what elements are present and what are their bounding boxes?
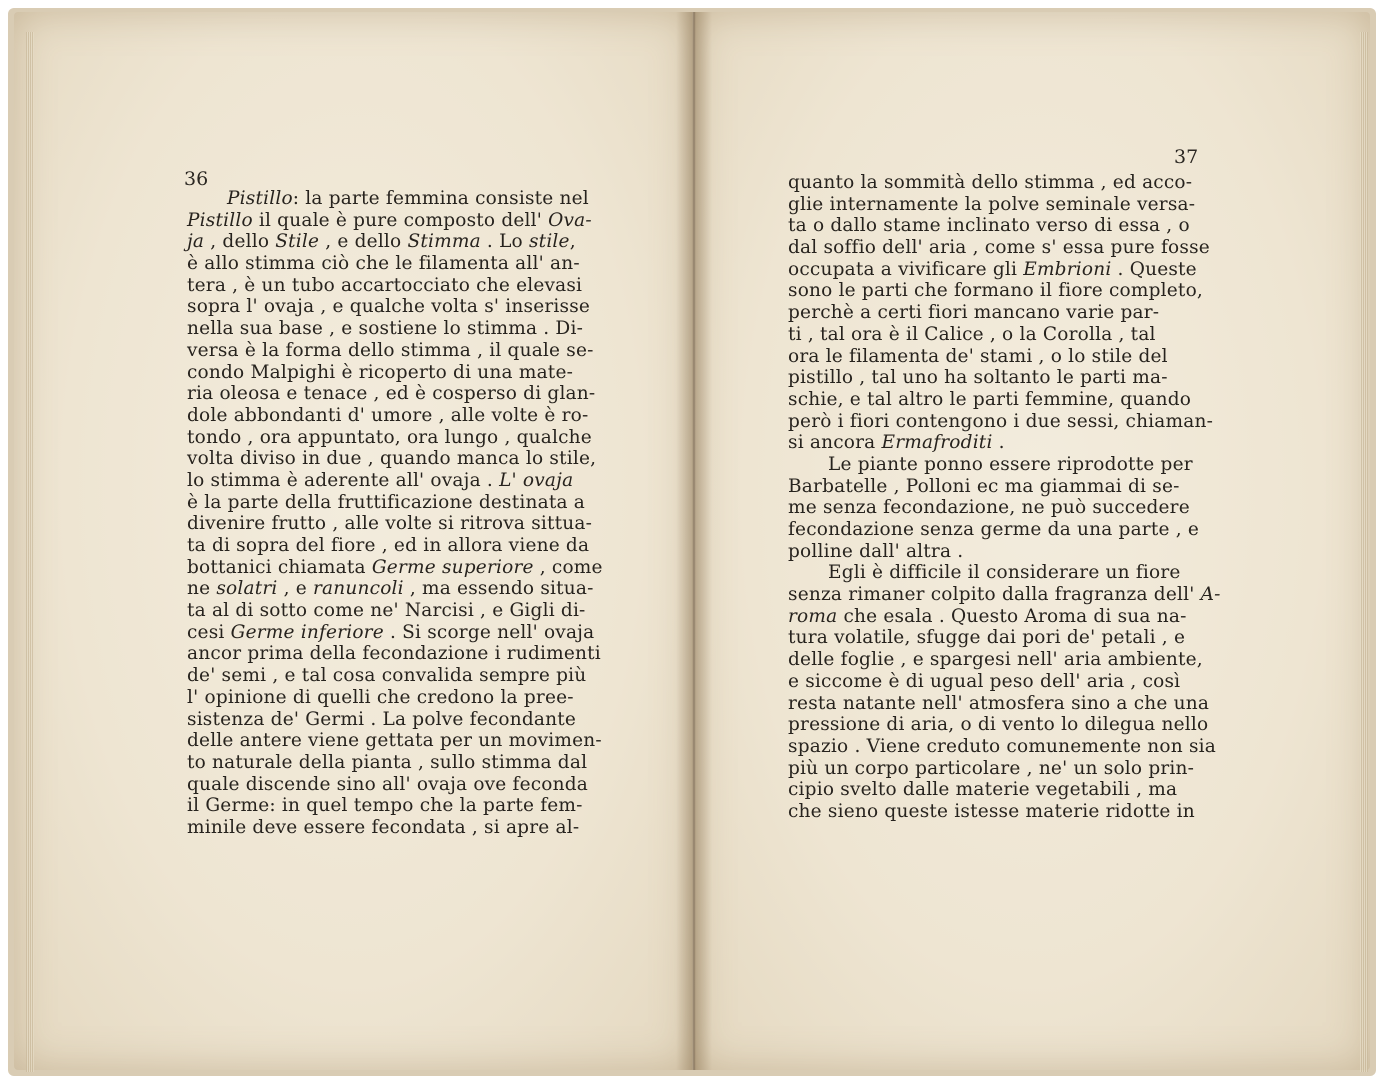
text-line [788, 411, 1216, 433]
text-segment: ta o dallo stame inclinato verso di essa , o [788, 215, 1190, 237]
text-segment: tura volatile, sfugge dai pori de' petali , e [788, 627, 1186, 649]
text-segment: Le piante ponno essere riprodotte per [828, 453, 1193, 475]
text-line [187, 296, 612, 318]
text-segment: spazio . Viene creduto comunemente non sia [788, 735, 1216, 757]
text-segment: pistillo , tal uno ha soltanto le parti ma- [788, 367, 1168, 389]
right-page-number: 37 [1174, 146, 1199, 168]
italic-text: Ermafroditi [881, 432, 993, 454]
italic-text: stile [528, 231, 570, 253]
text-line [788, 215, 1216, 237]
text-line [187, 383, 612, 405]
left-page-text [187, 188, 612, 839]
text-line [187, 231, 612, 253]
text-line [788, 259, 1216, 281]
text-line [187, 188, 612, 210]
text-segment: ta di sopra del fiore , ed in allora viene da [187, 535, 590, 556]
text-line [187, 405, 612, 427]
italic-text: Germe superiore [371, 556, 534, 578]
text-line [187, 687, 612, 709]
text-segment: quale discende sino all' ovaja ove feconda [187, 773, 589, 795]
text-segment: più un corpo particolare , ne' un solo prin- [788, 757, 1195, 779]
text-line [187, 643, 612, 665]
text-line [187, 535, 612, 557]
text-segment: senza rimaner colpito dalla fragranza dell' [788, 584, 1201, 606]
text-segment: ti , tal ora è il Calice , o la Corolla , tal [788, 323, 1156, 345]
text-segment: fecondazione senza germe da una parte , e [788, 519, 1200, 540]
text-line [788, 280, 1216, 302]
text-line [788, 779, 1216, 801]
text-segment: resta natante nell' atmosfera sino a che una [788, 692, 1210, 714]
italic-text: ranuncoli [313, 578, 404, 600]
text-segment: delle foglie , e spargesi nell' aria ambiente, [788, 649, 1203, 671]
text-line [788, 541, 1216, 563]
text-segment: bottanici chiamata [187, 556, 372, 578]
text-segment: pressione di aria, o di vento lo dilegua nello [788, 714, 1209, 736]
text-segment: Egli è difficile il considerare un fiore [828, 562, 1181, 584]
text-line [788, 627, 1216, 649]
text-line [788, 237, 1216, 259]
text-segment: sopra l' ovaja , e qualche volta s' inserisse [187, 296, 591, 318]
text-segment: . Lo [480, 231, 529, 253]
text-line [788, 801, 1216, 823]
text-line [788, 454, 1216, 476]
italic-text: Ova- [548, 209, 592, 231]
italic-text: Pistillo [227, 188, 293, 209]
text-segment: il Germe: in quel tempo che la parte fem- [187, 795, 583, 817]
text-segment: , [569, 231, 576, 253]
italic-text: roma [788, 605, 838, 627]
text-segment: ta al di sotto come ne' Narcisi , e Gigli di- [187, 600, 586, 622]
text-line [788, 714, 1216, 736]
text-line [187, 427, 612, 449]
text-line [788, 693, 1216, 715]
text-line [187, 752, 612, 774]
text-segment: si ancora [788, 432, 882, 454]
text-segment: versa è la forma dello stimma , il quale se- [187, 339, 594, 361]
text-segment: condo Malpighi è ricoperto di una mate- [187, 361, 574, 383]
text-segment: nella sua base , e sostiene lo stimma . Di- [187, 318, 584, 340]
text-segment: perchè a certi fiori mancano varie par- [788, 302, 1160, 324]
text-line [788, 649, 1216, 671]
text-segment: il quale è pure composto dell' [252, 209, 549, 231]
italic-text: Germe inferiore [230, 621, 384, 643]
text-segment: occupata a vivificare gli [788, 258, 1024, 280]
italic-text: Stimma [407, 231, 481, 253]
text-line [788, 671, 1216, 693]
text-segment: che esala . Questo Aroma di sua na- [837, 605, 1187, 627]
right-page-edge [1360, 32, 1368, 1072]
text-segment: : la parte femmina consiste nel [292, 188, 589, 209]
text-segment: dal soffio dell' aria , come s' essa pure fosse [788, 237, 1210, 259]
text-line [788, 324, 1216, 346]
italic-text: Embrioni [1023, 258, 1112, 280]
text-segment: delle antere viene gettata per un movimen- [187, 730, 602, 752]
text-line [187, 448, 612, 470]
text-segment: minile deve essere fecondata , si apre al- [187, 816, 580, 838]
text-segment: divenire frutto , alle volte si ritrova sittua- [187, 513, 593, 535]
text-line [187, 709, 612, 731]
text-line [788, 172, 1216, 194]
text-segment: però i fiori contengono i due sessi, chiaman- [788, 410, 1214, 432]
text-segment: e siccome è di ugual peso dell' aria , così [788, 670, 1181, 692]
text-segment: volta diviso in due , quando manca lo stile, [187, 448, 597, 470]
italic-text: Stile [275, 231, 320, 253]
text-line [788, 497, 1216, 519]
text-line [788, 194, 1216, 216]
text-line [187, 253, 612, 275]
text-line [187, 622, 612, 644]
italic-text: ja [187, 231, 205, 253]
text-segment: to naturale della pianta , sullo stimma dal [187, 751, 588, 773]
text-segment: . Si scorge nell' ovaja [383, 621, 595, 643]
left-page-edge [26, 32, 34, 1072]
text-segment: tera , è un tubo accartocciato che elevasi [187, 274, 583, 296]
text-segment: ancor prima della fecondazione i rudimenti [187, 643, 601, 665]
text-line [788, 519, 1216, 541]
text-line [788, 367, 1216, 389]
text-segment: . Queste [1111, 258, 1197, 280]
text-segment: è la parte della fruttificazione destinata a [187, 491, 586, 513]
text-segment: cesi [187, 621, 231, 643]
text-line [187, 795, 612, 817]
text-line [187, 340, 612, 362]
text-segment: glie internamente la polve seminale versa- [788, 193, 1196, 215]
text-line [788, 562, 1216, 584]
text-line [187, 492, 612, 514]
text-segment: dole abbondanti d' umore , alle volte è ro- [187, 404, 589, 426]
text-line [788, 346, 1216, 368]
text-segment: , come [533, 556, 603, 578]
text-line [187, 730, 612, 752]
text-line [187, 817, 612, 839]
text-segment: , e dello [319, 231, 408, 253]
text-line [187, 318, 612, 340]
text-line [788, 758, 1216, 780]
text-line [187, 210, 612, 232]
left-page-number: 36 [184, 168, 209, 190]
text-segment: me senza fecondazione, ne può succedere [788, 497, 1190, 519]
text-segment: schie, e tal altro le parti femmine, quando [788, 388, 1192, 410]
italic-text: Pistillo [187, 209, 253, 231]
text-segment: polline dall' altra . [788, 540, 964, 562]
text-line [788, 432, 1216, 454]
text-line [187, 275, 612, 297]
text-segment: Barbatelle , Polloni ec ma giammai di se- [788, 475, 1180, 497]
text-segment: che sieno queste istesse materie ridotte in [788, 800, 1195, 822]
book-gutter [676, 12, 712, 1070]
text-segment: , dello [204, 231, 276, 253]
italic-text: L' ovaja [499, 469, 574, 491]
text-line [788, 606, 1216, 628]
text-line [788, 736, 1216, 758]
italic-text: A- [1200, 584, 1221, 606]
text-line [187, 665, 612, 687]
text-line [788, 389, 1216, 411]
text-segment: sono le parti che formano il fiore completo, [788, 280, 1203, 302]
text-line [187, 774, 612, 796]
italic-text: solatri [216, 578, 278, 600]
text-line [788, 302, 1216, 324]
text-segment: , ma essendo situa- [403, 578, 594, 600]
text-line [187, 513, 612, 535]
text-line [187, 578, 612, 600]
text-line [788, 584, 1221, 606]
text-line [187, 600, 612, 622]
text-line [187, 557, 612, 579]
text-segment: lo stimma è aderente all' ovaja . [187, 469, 500, 491]
text-segment: , e [277, 578, 314, 600]
text-line [187, 470, 612, 492]
text-segment: quanto la sommità dello stimma , ed acco- [788, 172, 1193, 193]
right-page-text [788, 172, 1221, 823]
text-segment: ora le filamenta de' stami , o lo stile del [788, 345, 1168, 367]
text-segment: . [992, 432, 1005, 454]
text-segment: de' semi , e tal cosa convalida sempre più [187, 665, 587, 687]
text-segment: tondo , ora appuntato, ora lungo , qualche [187, 426, 592, 448]
text-line [187, 362, 612, 384]
text-segment: l' opinione di quelli che credono la pree- [187, 686, 574, 708]
text-segment: è allo stimma ciò che le filamenta all' an- [187, 253, 580, 275]
text-segment: cipio svelto dalle materie vegetabili , ma [788, 779, 1178, 801]
text-segment: sistenza de' Germi . La polve fecondante [187, 708, 577, 730]
text-segment: ne [187, 578, 217, 600]
text-line [788, 476, 1216, 498]
text-segment: ria oleosa e tenace , ed è cosperso di glan- [187, 383, 596, 405]
